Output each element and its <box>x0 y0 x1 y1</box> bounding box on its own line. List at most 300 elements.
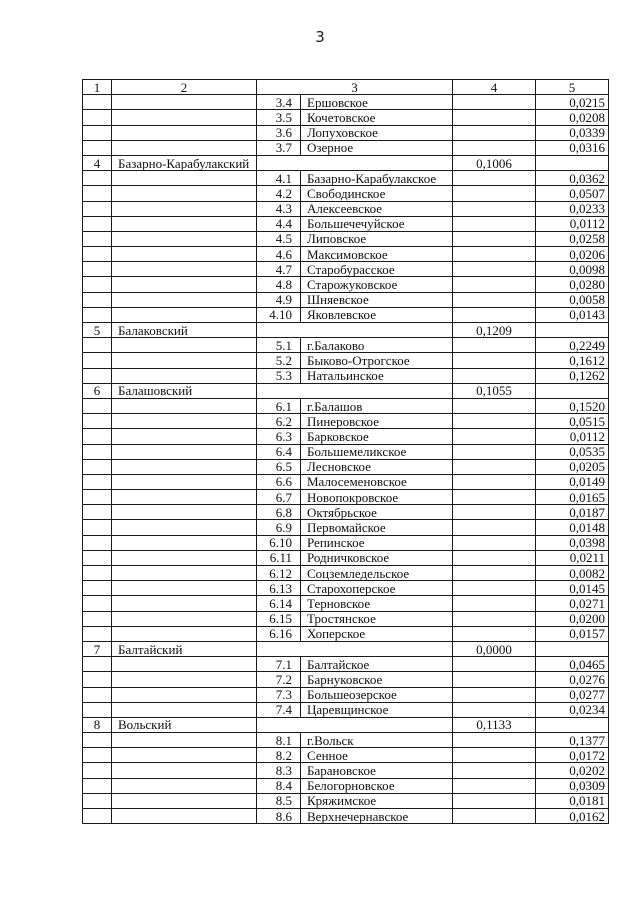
empty-cell <box>83 444 112 459</box>
empty-cell <box>112 474 257 489</box>
empty-cell <box>83 292 112 307</box>
empty-cell <box>83 125 112 140</box>
empty-cell <box>453 398 536 413</box>
settlement-name: Тростянское <box>301 611 453 626</box>
empty-cell <box>112 429 257 444</box>
settlement-row <box>83 520 609 535</box>
settlement-name: Кряжимское <box>301 793 453 808</box>
settlement-number: 6.6 <box>257 474 301 489</box>
empty-cell <box>83 231 112 246</box>
district-number: 5 <box>83 323 112 338</box>
settlement-row <box>83 368 609 383</box>
settlement-number: 3.7 <box>257 140 301 155</box>
header-col-2: 2 <box>112 80 257 95</box>
settlement-number: 6.13 <box>257 581 301 596</box>
empty-cell <box>453 277 536 292</box>
empty-cell <box>453 702 536 717</box>
empty-cell <box>453 414 536 429</box>
settlement-number: 4.8 <box>257 277 301 292</box>
empty-cell <box>453 611 536 626</box>
district-coefficient: 0,1133 <box>453 717 536 732</box>
empty-cell <box>112 398 257 413</box>
settlement-name: Большеозерское <box>301 687 453 702</box>
empty-cell <box>453 581 536 596</box>
settlement-coefficient: 0,0187 <box>536 505 609 520</box>
empty-cell <box>112 520 257 535</box>
settlement-name: Базарно-Карабулакское <box>301 171 453 186</box>
settlement-number: 4.5 <box>257 231 301 246</box>
settlement-name: Новопокровское <box>301 490 453 505</box>
settlement-row <box>83 596 609 611</box>
empty-cell <box>453 95 536 110</box>
empty-cell <box>453 444 536 459</box>
empty-cell <box>453 292 536 307</box>
empty-cell <box>453 368 536 383</box>
settlement-number: 6.1 <box>257 398 301 413</box>
empty-cell <box>83 459 112 474</box>
empty-cell <box>83 216 112 231</box>
settlement-number: 6.8 <box>257 505 301 520</box>
district-name: Балаковский <box>112 323 257 338</box>
empty-cell <box>83 95 112 110</box>
empty-cell <box>112 125 257 140</box>
settlement-row <box>83 125 609 140</box>
settlement-name: Свободинское <box>301 186 453 201</box>
empty-cell <box>453 231 536 246</box>
settlement-row <box>83 581 609 596</box>
settlement-name: г.Балаково <box>301 338 453 353</box>
settlement-name: Барановское <box>301 763 453 778</box>
settlement-name: Шняевское <box>301 292 453 307</box>
empty-cell <box>112 186 257 201</box>
settlement-row <box>83 566 609 581</box>
empty-cell <box>453 216 536 231</box>
empty-cell <box>453 459 536 474</box>
empty-cell <box>453 307 536 322</box>
district-number: 7 <box>83 641 112 656</box>
settlement-number: 8.6 <box>257 809 301 824</box>
page-number: 3 <box>315 28 325 46</box>
settlement-name: Кочетовское <box>301 110 453 125</box>
settlement-coefficient: 0,0181 <box>536 793 609 808</box>
settlement-number: 6.11 <box>257 550 301 565</box>
empty-cell <box>453 171 536 186</box>
settlement-row <box>83 171 609 186</box>
empty-cell <box>453 474 536 489</box>
settlement-number: 6.3 <box>257 429 301 444</box>
settlement-number: 6.5 <box>257 459 301 474</box>
empty-cell <box>83 626 112 641</box>
settlement-row <box>83 307 609 322</box>
settlement-coefficient: 0,0362 <box>536 171 609 186</box>
settlement-name: Алексеевское <box>301 201 453 216</box>
settlement-number: 5.1 <box>257 338 301 353</box>
settlement-number: 8.3 <box>257 763 301 778</box>
empty-cell <box>112 216 257 231</box>
empty-cell <box>453 626 536 641</box>
settlement-row <box>83 262 609 277</box>
empty-cell <box>453 505 536 520</box>
district-row <box>83 155 609 170</box>
settlement-coefficient: 0,0507 <box>536 186 609 201</box>
empty-cell <box>453 186 536 201</box>
empty-cell <box>453 778 536 793</box>
settlement-number: 7.3 <box>257 687 301 702</box>
empty-cell <box>112 338 257 353</box>
empty-cell <box>112 596 257 611</box>
empty-cell <box>257 155 453 170</box>
settlement-number: 7.4 <box>257 702 301 717</box>
district-coefficient: 0,0000 <box>453 641 536 656</box>
empty-cell <box>453 809 536 824</box>
district-name: Базарно-Карабулакский <box>112 155 257 170</box>
empty-cell <box>83 657 112 672</box>
empty-cell <box>453 657 536 672</box>
settlement-coefficient: 0,0316 <box>536 140 609 155</box>
empty-cell <box>83 474 112 489</box>
settlement-name: Старохоперское <box>301 581 453 596</box>
settlement-coefficient: 0,0398 <box>536 535 609 550</box>
empty-cell <box>453 110 536 125</box>
empty-cell <box>83 611 112 626</box>
empty-cell <box>453 733 536 748</box>
district-number: 8 <box>83 717 112 732</box>
empty-cell <box>83 596 112 611</box>
settlement-name: Лесновское <box>301 459 453 474</box>
district-number: 6 <box>83 383 112 398</box>
settlement-row <box>83 277 609 292</box>
settlement-coefficient: 0,0098 <box>536 262 609 277</box>
settlement-number: 5.2 <box>257 353 301 368</box>
settlement-coefficient: 0,1262 <box>536 368 609 383</box>
empty-cell <box>112 550 257 565</box>
settlement-name: Первомайское <box>301 520 453 535</box>
settlement-row <box>83 95 609 110</box>
settlement-number: 6.14 <box>257 596 301 611</box>
settlement-number: 4.9 <box>257 292 301 307</box>
settlement-row <box>83 657 609 672</box>
empty-cell <box>112 307 257 322</box>
empty-cell <box>536 155 609 170</box>
settlement-row <box>83 748 609 763</box>
settlement-name: Липовское <box>301 231 453 246</box>
settlement-row <box>83 778 609 793</box>
settlement-name: Старобурасское <box>301 262 453 277</box>
settlement-coefficient: 0,0143 <box>536 307 609 322</box>
settlement-coefficient: 0,0535 <box>536 444 609 459</box>
empty-cell <box>453 550 536 565</box>
settlement-row <box>83 398 609 413</box>
settlement-name: Ершовское <box>301 95 453 110</box>
empty-cell <box>453 140 536 155</box>
empty-cell <box>112 171 257 186</box>
empty-cell <box>83 778 112 793</box>
settlement-row <box>83 231 609 246</box>
empty-cell <box>83 687 112 702</box>
empty-cell <box>83 140 112 155</box>
settlement-name: Верхнечернавское <box>301 809 453 824</box>
settlement-row <box>83 702 609 717</box>
settlement-number: 8.1 <box>257 733 301 748</box>
settlement-row <box>83 429 609 444</box>
settlement-coefficient: 0,0205 <box>536 459 609 474</box>
settlement-number: 4.4 <box>257 216 301 231</box>
settlement-number: 4.1 <box>257 171 301 186</box>
settlement-row <box>83 626 609 641</box>
settlement-number: 6.12 <box>257 566 301 581</box>
empty-cell <box>453 672 536 687</box>
settlement-row <box>83 672 609 687</box>
empty-cell <box>83 535 112 550</box>
settlement-number: 6.2 <box>257 414 301 429</box>
district-row <box>83 383 609 398</box>
district-row <box>83 717 609 732</box>
empty-cell <box>83 763 112 778</box>
settlement-coefficient: 0,1612 <box>536 353 609 368</box>
empty-cell <box>83 793 112 808</box>
settlement-name: Балтайское <box>301 657 453 672</box>
settlement-name: Терновское <box>301 596 453 611</box>
settlement-row <box>83 414 609 429</box>
empty-cell <box>112 505 257 520</box>
settlement-number: 6.15 <box>257 611 301 626</box>
empty-cell <box>112 657 257 672</box>
settlement-number: 3.4 <box>257 95 301 110</box>
empty-cell <box>112 231 257 246</box>
settlement-number: 8.5 <box>257 793 301 808</box>
empty-cell <box>536 717 609 732</box>
empty-cell <box>453 535 536 550</box>
district-name: Балтайский <box>112 641 257 656</box>
settlement-coefficient: 0,0234 <box>536 702 609 717</box>
empty-cell <box>453 338 536 353</box>
empty-cell <box>112 247 257 262</box>
empty-cell <box>453 353 536 368</box>
settlement-coefficient: 0,0157 <box>536 626 609 641</box>
settlement-row <box>83 201 609 216</box>
settlement-row <box>83 353 609 368</box>
empty-cell <box>83 429 112 444</box>
settlement-number: 8.2 <box>257 748 301 763</box>
settlement-number: 6.16 <box>257 626 301 641</box>
settlement-coefficient: 0,1520 <box>536 398 609 413</box>
district-name: Балашовский <box>112 383 257 398</box>
empty-cell <box>453 793 536 808</box>
settlement-coefficient: 0,1377 <box>536 733 609 748</box>
empty-cell <box>83 201 112 216</box>
settlement-row <box>83 444 609 459</box>
settlement-name: Малосеменовское <box>301 474 453 489</box>
settlement-coefficient: 0,0148 <box>536 520 609 535</box>
empty-cell <box>257 383 453 398</box>
empty-cell <box>83 262 112 277</box>
settlement-number: 4.7 <box>257 262 301 277</box>
settlement-coefficient: 0,0211 <box>536 550 609 565</box>
empty-cell <box>453 763 536 778</box>
empty-cell <box>453 201 536 216</box>
settlement-coefficient: 0,0208 <box>536 110 609 125</box>
settlement-coefficient: 0,0165 <box>536 490 609 505</box>
empty-cell <box>83 277 112 292</box>
empty-cell <box>83 414 112 429</box>
settlement-row <box>83 216 609 231</box>
settlement-name: Царевщинское <box>301 702 453 717</box>
empty-cell <box>257 717 453 732</box>
empty-cell <box>257 323 453 338</box>
empty-cell <box>83 520 112 535</box>
settlement-row <box>83 292 609 307</box>
empty-cell <box>112 95 257 110</box>
settlement-name: Натальинское <box>301 368 453 383</box>
settlement-name: Быково-Отрогское <box>301 353 453 368</box>
settlement-coefficient: 0,0172 <box>536 748 609 763</box>
settlement-number: 4.2 <box>257 186 301 201</box>
empty-cell <box>536 383 609 398</box>
empty-cell <box>112 262 257 277</box>
settlement-coefficient: 0,0271 <box>536 596 609 611</box>
settlement-number: 6.7 <box>257 490 301 505</box>
settlement-name: Барнуковское <box>301 672 453 687</box>
empty-cell <box>112 490 257 505</box>
settlement-name: Октябрьское <box>301 505 453 520</box>
district-name: Вольский <box>112 717 257 732</box>
empty-cell <box>453 566 536 581</box>
empty-cell <box>83 672 112 687</box>
settlement-name: Яковлевское <box>301 307 453 322</box>
empty-cell <box>83 368 112 383</box>
settlement-name: Озерное <box>301 140 453 155</box>
empty-cell <box>83 307 112 322</box>
empty-cell <box>112 566 257 581</box>
empty-cell <box>83 110 112 125</box>
settlement-name: Родничковское <box>301 550 453 565</box>
empty-cell <box>536 323 609 338</box>
settlement-row <box>83 186 609 201</box>
settlement-name: Хоперское <box>301 626 453 641</box>
settlement-number: 6.9 <box>257 520 301 535</box>
settlement-coefficient: 0,0309 <box>536 778 609 793</box>
district-row <box>83 323 609 338</box>
settlement-coefficient: 0,0465 <box>536 657 609 672</box>
table-header-row <box>83 80 609 95</box>
settlement-number: 5.3 <box>257 368 301 383</box>
empty-cell <box>83 809 112 824</box>
settlement-row <box>83 611 609 626</box>
empty-cell <box>112 778 257 793</box>
district-number: 4 <box>83 155 112 170</box>
district-coefficient: 0,1006 <box>453 155 536 170</box>
district-coefficient: 0,1055 <box>453 383 536 398</box>
settlement-row <box>83 490 609 505</box>
settlement-name: Большемеликское <box>301 444 453 459</box>
empty-cell <box>83 171 112 186</box>
settlement-name: Барковское <box>301 429 453 444</box>
settlement-row <box>83 535 609 550</box>
empty-cell <box>112 535 257 550</box>
settlement-coefficient: 0,0233 <box>536 201 609 216</box>
settlement-number: 4.10 <box>257 307 301 322</box>
empty-cell <box>453 262 536 277</box>
header-col-1: 1 <box>83 80 112 95</box>
empty-cell <box>112 611 257 626</box>
empty-cell <box>83 748 112 763</box>
settlement-name: Белогорновское <box>301 778 453 793</box>
empty-cell <box>112 672 257 687</box>
header-col-4: 4 <box>453 80 536 95</box>
settlement-number: 7.2 <box>257 672 301 687</box>
settlement-row <box>83 763 609 778</box>
header-col-3: 3 <box>257 80 453 95</box>
empty-cell <box>453 490 536 505</box>
settlement-row <box>83 809 609 824</box>
empty-cell <box>112 140 257 155</box>
settlement-row <box>83 687 609 702</box>
settlement-coefficient-table <box>82 79 609 824</box>
empty-cell <box>112 687 257 702</box>
settlement-name: г.Вольск <box>301 733 453 748</box>
empty-cell <box>83 702 112 717</box>
empty-cell <box>83 550 112 565</box>
settlement-coefficient: 0,0149 <box>536 474 609 489</box>
empty-cell <box>112 110 257 125</box>
settlement-row <box>83 247 609 262</box>
settlement-row <box>83 550 609 565</box>
settlement-row <box>83 505 609 520</box>
settlement-row <box>83 459 609 474</box>
settlement-row <box>83 733 609 748</box>
empty-cell <box>112 277 257 292</box>
empty-cell <box>83 733 112 748</box>
empty-cell <box>83 353 112 368</box>
settlement-number: 4.3 <box>257 201 301 216</box>
settlement-name: Пинеровское <box>301 414 453 429</box>
empty-cell <box>112 201 257 216</box>
district-coefficient: 0,1209 <box>453 323 536 338</box>
empty-cell <box>112 459 257 474</box>
settlement-coefficient: 0,0277 <box>536 687 609 702</box>
empty-cell <box>112 581 257 596</box>
empty-cell <box>83 338 112 353</box>
settlement-coefficient: 0,0206 <box>536 247 609 262</box>
settlement-name: Соцземледельское <box>301 566 453 581</box>
empty-cell <box>112 809 257 824</box>
settlement-row <box>83 140 609 155</box>
empty-cell <box>112 748 257 763</box>
empty-cell <box>83 398 112 413</box>
settlement-coefficient: 0,0339 <box>536 125 609 140</box>
settlement-number: 4.6 <box>257 247 301 262</box>
empty-cell <box>83 581 112 596</box>
settlement-name: Старожуковское <box>301 277 453 292</box>
settlement-coefficient: 0,0215 <box>536 95 609 110</box>
empty-cell <box>112 626 257 641</box>
empty-cell <box>453 247 536 262</box>
district-row <box>83 641 609 656</box>
settlement-coefficient: 0,0145 <box>536 581 609 596</box>
empty-cell <box>83 505 112 520</box>
settlement-number: 3.6 <box>257 125 301 140</box>
empty-cell <box>453 125 536 140</box>
settlement-row <box>83 338 609 353</box>
settlement-coefficient: 0,0058 <box>536 292 609 307</box>
settlement-name: Большечечуйское <box>301 216 453 231</box>
empty-cell <box>112 702 257 717</box>
empty-cell <box>536 641 609 656</box>
settlement-row <box>83 474 609 489</box>
settlement-coefficient: 0,0112 <box>536 429 609 444</box>
empty-cell <box>112 444 257 459</box>
settlement-coefficient: 0,0112 <box>536 216 609 231</box>
